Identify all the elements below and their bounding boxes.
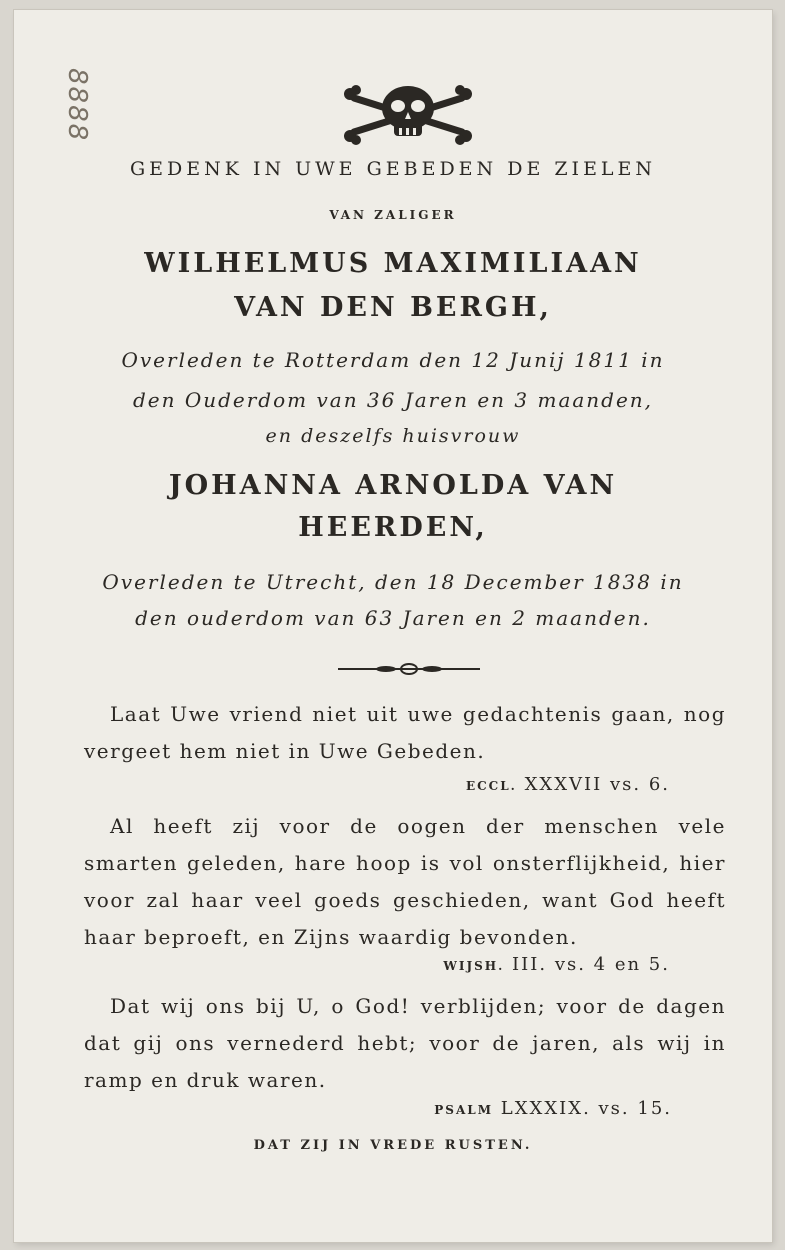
verse-3-book: PSALM xyxy=(434,1103,494,1117)
person2-name-line-2: HEERDEN, xyxy=(298,512,488,543)
person1-name-line-1: WILHELMUS MAXIMILIAAN xyxy=(144,248,642,279)
closing-line: DAT ZIJ IN VREDE RUSTEN. xyxy=(253,1138,533,1153)
ornamental-divider-icon xyxy=(336,662,482,676)
verse-2-reference xyxy=(443,954,670,975)
verse-1-book: ECCL. xyxy=(465,779,517,793)
verse-3-reference xyxy=(434,1098,672,1119)
person1-detail-line-1: Overleden te Rotterdam den 12 Junij 1811 in xyxy=(121,348,665,372)
person2-detail-line-2: den ouderdom van 63 Jaren en 2 maanden. xyxy=(135,606,651,630)
person1-detail-line-2: den Ouderdom van 36 Jaren en 3 maanden, xyxy=(132,388,654,412)
person1-name-line-2: VAN DEN BERGH, xyxy=(234,292,552,323)
verse-1-text xyxy=(84,696,726,770)
verse-2-body: Al heeft zij voor de oogen der menschen vele smarten geleden, hare hoop is vol onsterflijkheid, hier voor zal haar veel goeds geschieden, want God heeft haar beproeft, en Zijns waardig bevonden. xyxy=(84,814,726,949)
person2-name-line-1: JOHANNA ARNOLDA VAN xyxy=(168,470,618,501)
header-line-1: GEDENK IN UWE GEBEDEN DE ZIELEN xyxy=(129,158,657,180)
handwritten-number: 8888 xyxy=(62,68,92,143)
verse-2-chapter: III. vs. 4 en 5. xyxy=(512,954,670,975)
verse-2-book: WIJSH. xyxy=(443,959,505,973)
verse-1-chapter: XXXVII vs. 6. xyxy=(524,774,670,795)
verse-3-chapter: LXXXIX. vs. 15. xyxy=(500,1098,672,1119)
verse-2-text xyxy=(84,808,726,956)
verse-3-body: Dat wij ons bij U, o God! verblijden; voor de dagen dat gij ons vernederd hebt; voor de jaren, als wij in ramp en druk waren. xyxy=(84,994,726,1092)
skull-and-crossbones-icon xyxy=(342,76,474,146)
person1-detail-line-3: en deszelfs huisvrouw xyxy=(265,425,521,447)
verse-1-body: Laat Uwe vriend niet uit uwe gedachtenis gaan, nog vergeet hem niet in Uwe Gebeden. xyxy=(84,702,726,763)
verse-3-text xyxy=(84,988,726,1099)
person2-detail-line-1: Overleden te Utrecht, den 18 December 1838 in xyxy=(102,570,684,594)
verse-1-reference xyxy=(466,774,670,795)
memorial-card xyxy=(14,10,772,1242)
header-line-2: VAN ZALIGER xyxy=(329,208,457,222)
